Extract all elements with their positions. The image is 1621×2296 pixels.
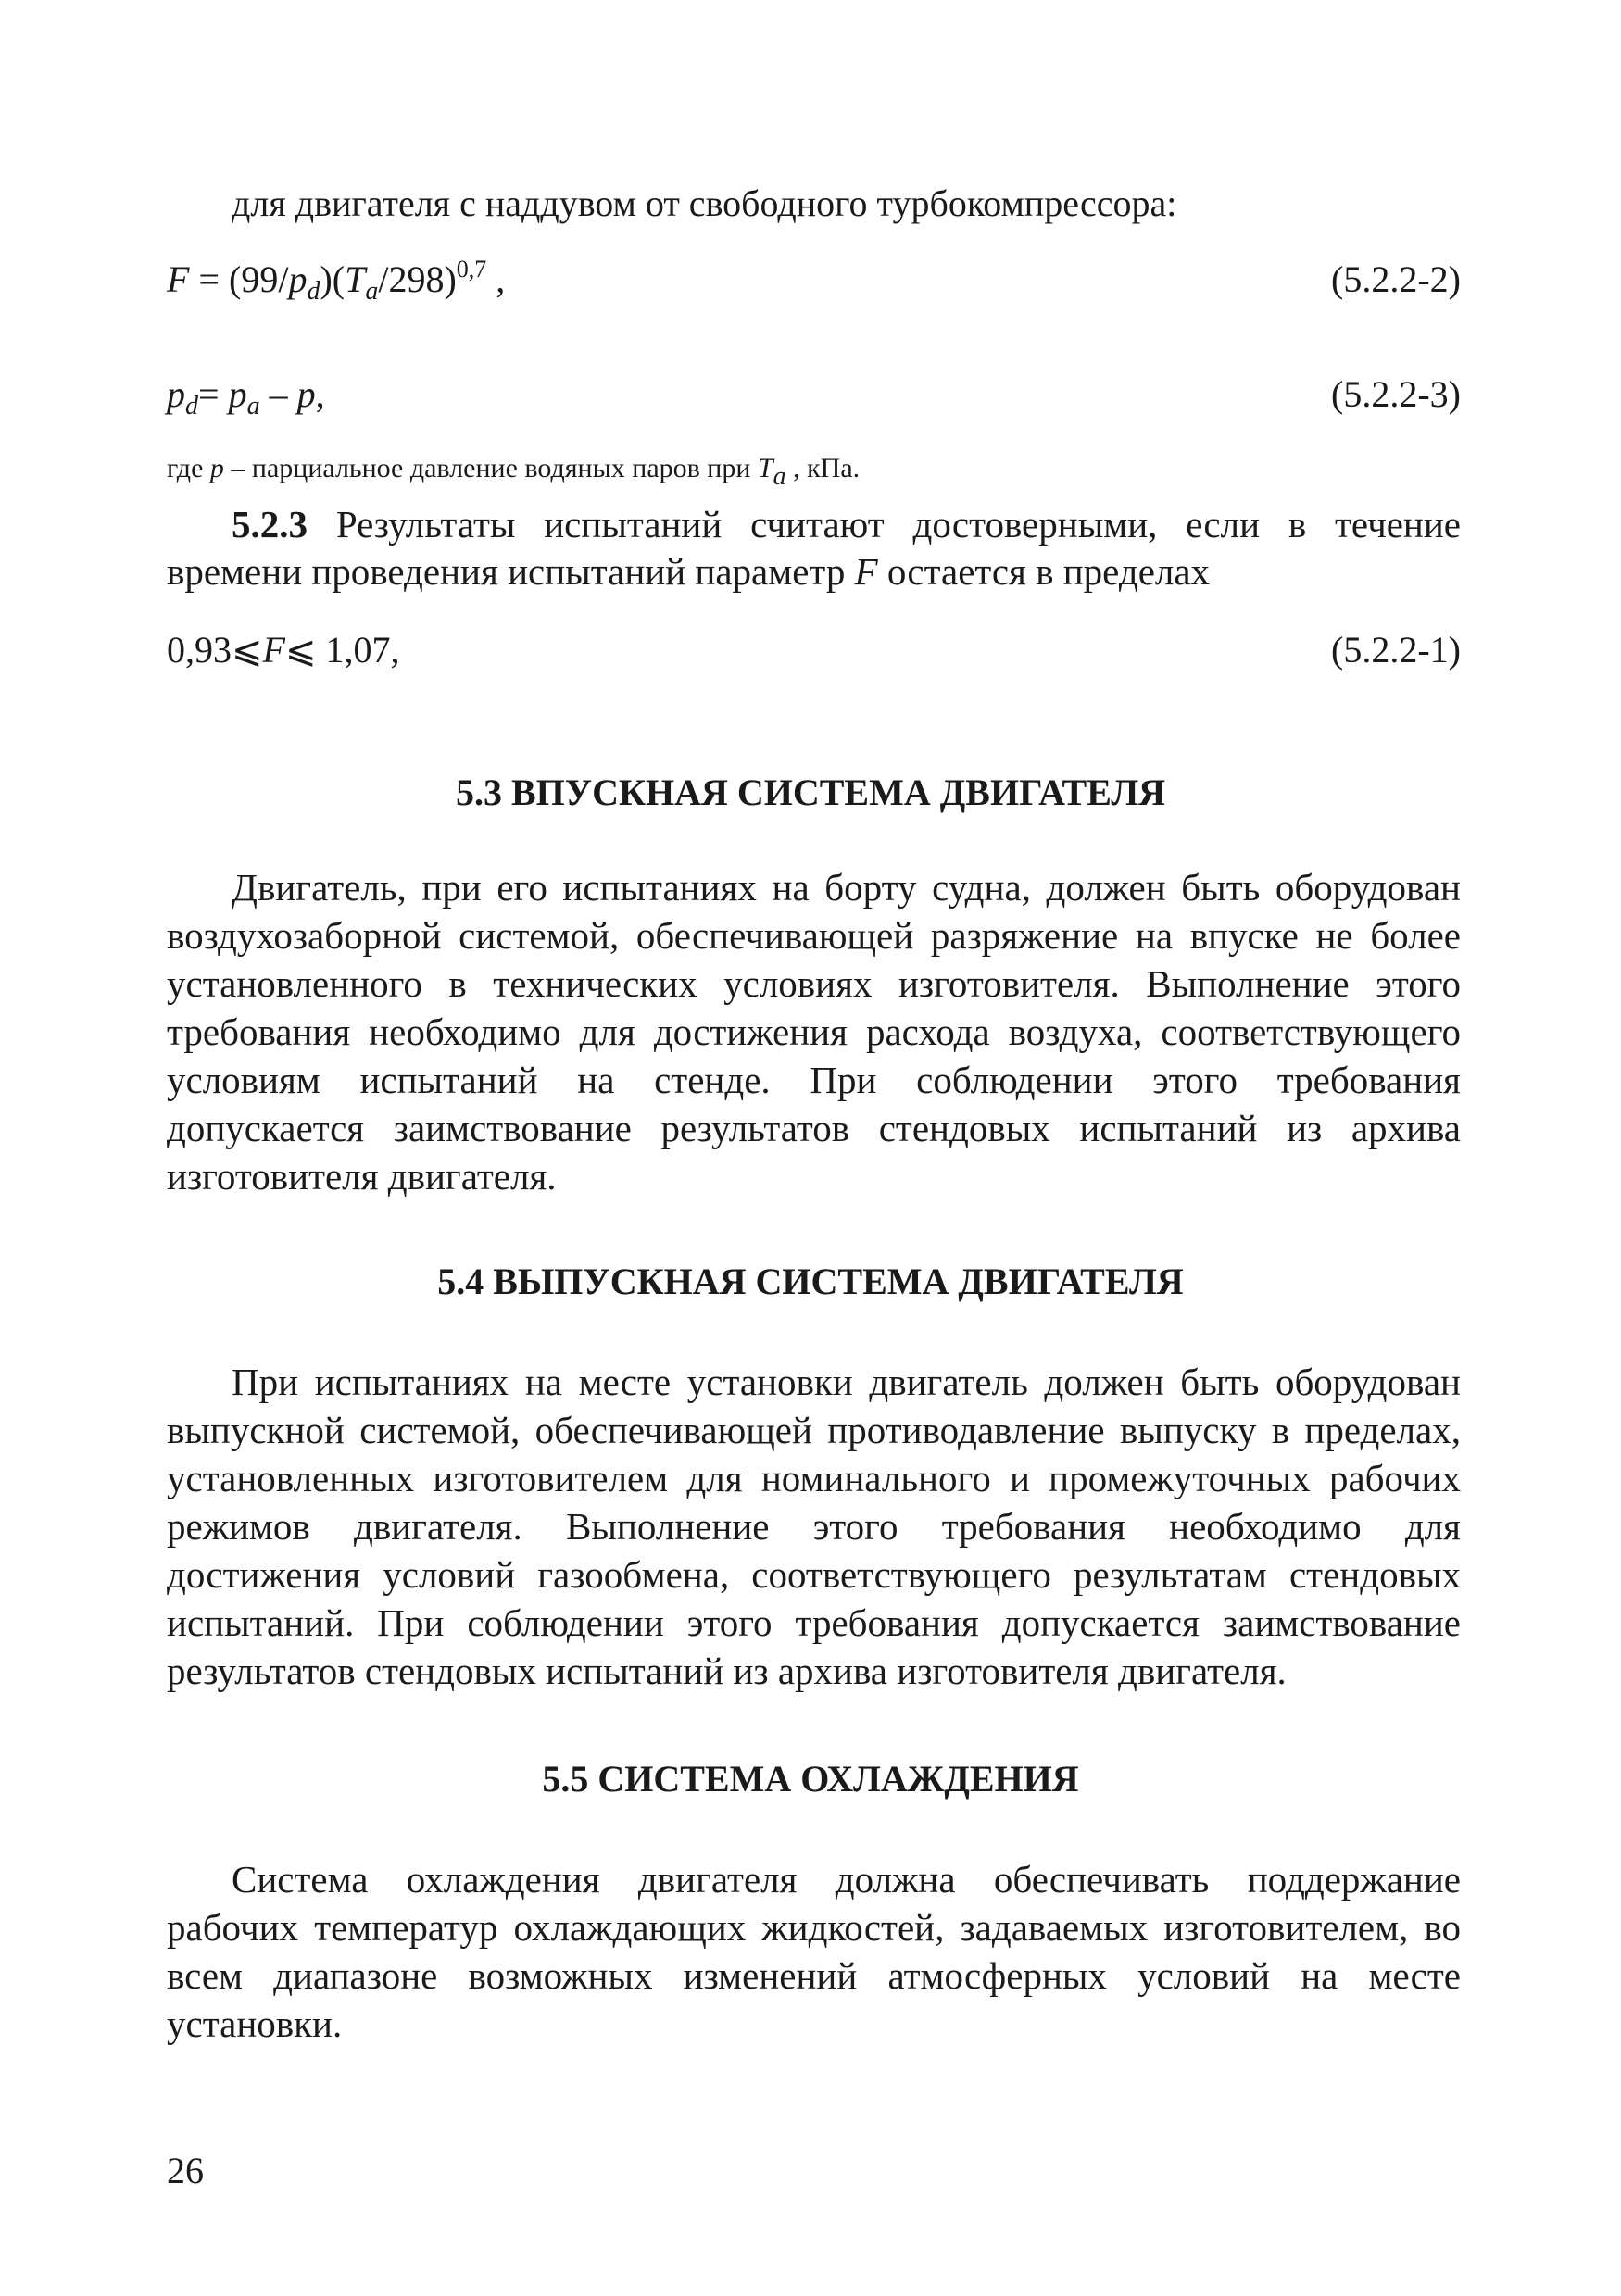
paragraph-line: При испытаниях на месте установки двигатель должен быть оборудован <box>232 1361 1461 1403</box>
paragraph-line: всем диапазоне возможных изменений атмосферных условий на месте <box>167 1954 1461 1997</box>
paragraph-line: 5.2.3 Результаты испытаний считают достоверными, если в течение <box>232 503 1461 546</box>
paragraph-line: испытаний. При соблюдении этого требования допускается заимствование <box>167 1601 1461 1644</box>
paragraph-line: Двигатель, при его испытаниях на борту судна, должен быть оборудован <box>232 866 1461 909</box>
section-heading-5-4: 5.4 ВЫПУСКНАЯ СИСТЕМА ДВИГАТЕЛЯ <box>437 1261 1184 1302</box>
formula-note: где p – парциальное давление водяных паров при $T_a$ , кПа. <box>167 453 861 491</box>
paragraph-line: воздухозаборной системой, обеспечивающей разряжение на впуске не более <box>167 914 1461 957</box>
paragraph-line: условиям испытаний на стенде. При соблюдении этого требования <box>167 1059 1461 1101</box>
paragraph-line: выпускной системой, обеспечивающей противодавление выпуску в пределах, <box>167 1409 1461 1451</box>
paragraph-line: требования необходимо для достижения расхода воздуха, соответствующего <box>167 1010 1461 1053</box>
paragraph-line: установленных изготовителем для номинального и промежуточных рабочих <box>167 1457 1461 1499</box>
paragraph-line: времени проведения испытаний параметр F остается в пределах <box>167 550 1211 593</box>
formula-expression: $F = (99/p_d)(T_a/298)^{0,7}$ , <box>167 256 506 306</box>
paragraph-line: установки. <box>167 2002 343 2045</box>
section-heading-5-3: 5.3 ВПУСКНАЯ СИСТЕМА ДВИГАТЕЛЯ <box>455 772 1166 813</box>
page-number: 26 <box>167 2150 204 2191</box>
section-heading-5-5: 5.5 СИСТЕМА ОХЛАЖДЕНИЯ <box>542 1758 1079 1800</box>
section-number: 5.2.3 <box>232 503 308 546</box>
paragraph-line: установленного в технических условиях изготовителя. Выполнение этого <box>167 962 1461 1005</box>
paragraph-line: Система охлаждения двигателя должна обеспечивать поддержание <box>232 1858 1461 1901</box>
paragraph-line: режимов двигателя. Выполнение этого требования необходимо для <box>167 1505 1461 1548</box>
paragraph-line: достижения условий газообмена, соответствующего результатам стендовых <box>167 1553 1461 1596</box>
equation-number: (5.2.2-3) <box>1331 373 1461 415</box>
intro-text: для двигателя с наддувом от свободного турбокомпрессора: <box>232 182 1177 224</box>
formula-expression: $p_d= p_a - p$, <box>167 373 325 420</box>
paragraph-line: допускается заимствование результатов стендовых испытаний из архива <box>167 1107 1461 1149</box>
paragraph-line: результатов стендовых испытаний из архива изготовителя двигателя. <box>167 1650 1287 1692</box>
formula-expression: 0,93⩽F⩽ 1,07, <box>167 629 400 671</box>
paragraph-line: изготовителя двигателя. <box>167 1155 557 1198</box>
equation-number: (5.2.2-1) <box>1331 629 1461 671</box>
paragraph-line: рабочих температур охлаждающих жидкостей, задаваемых изготовителем, во <box>167 1906 1461 1949</box>
equation-number: (5.2.2-2) <box>1331 258 1461 300</box>
